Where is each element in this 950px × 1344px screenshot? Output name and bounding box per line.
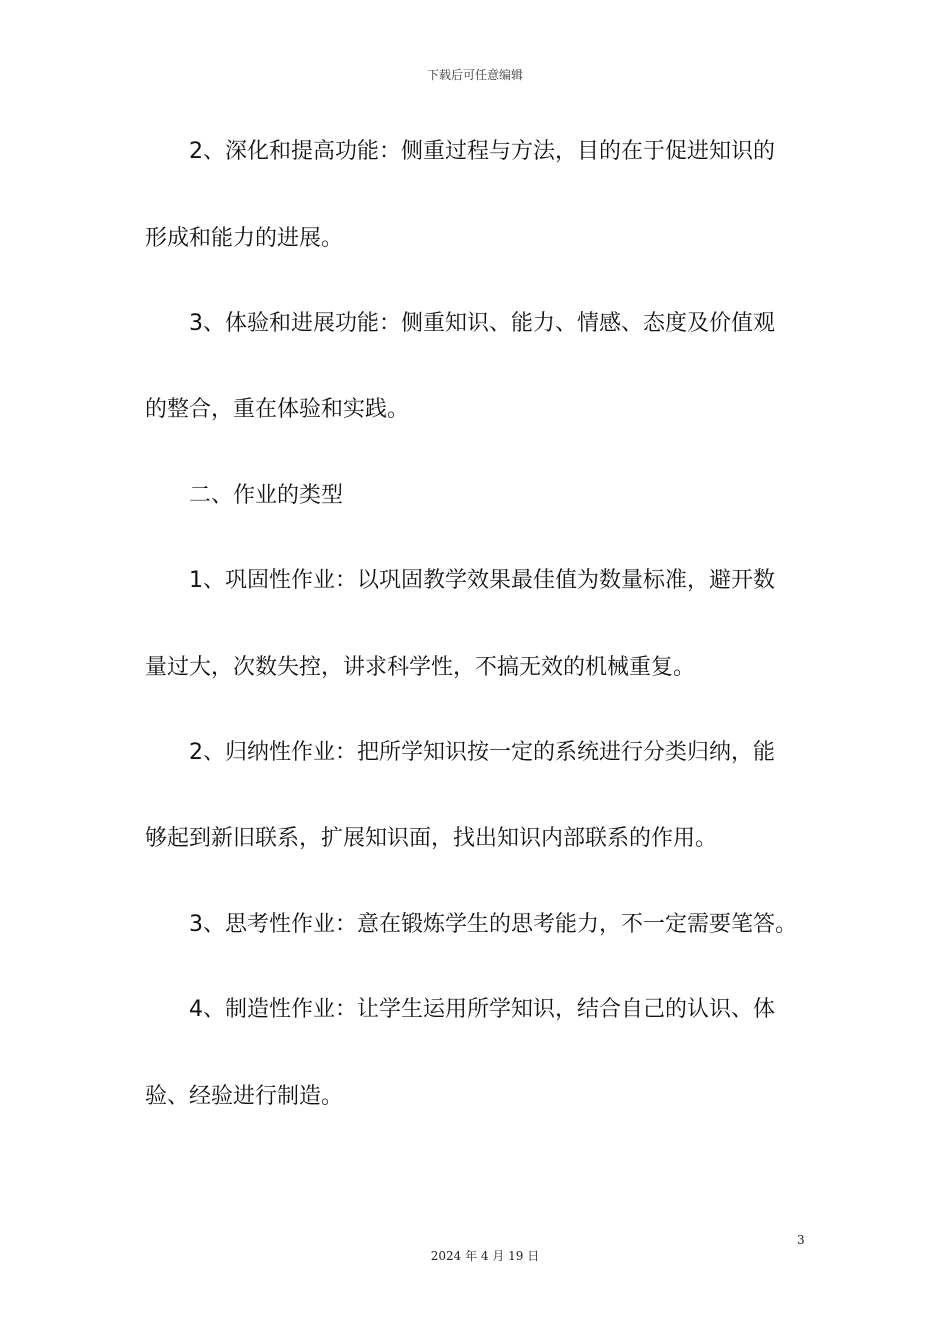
footer-date: 2024 年 4 月 19 日: [430, 1249, 540, 1263]
paragraph-line: 够起到新旧联系，扩展知识面，找出知识内部联系的作用。: [145, 826, 718, 851]
paragraph-line: 3、思考性作业：意在锻炼学生的思考能力，不一定需要笔答。: [189, 912, 797, 937]
paragraph-line: 形成和能力的进展。: [145, 226, 344, 251]
paragraph-line: 1、巩固性作业：以巩固教学效果最佳值为数量标准，避开数: [189, 568, 775, 593]
paragraph-line: 3、体验和进展功能：侧重知识、能力、情感、态度及价值观: [189, 311, 775, 336]
paragraph-line: 的整合，重在体验和实践。: [145, 397, 410, 422]
paragraph-line: 2、归纳性作业：把所学知识按一定的系统进行分类归纳，能: [189, 740, 775, 765]
paragraph-line: 量过大，次数失控，讲求科学性，不搞无效的机械重复。: [145, 655, 696, 680]
paragraph-line: 4、制造性作业：让学生运用所学知识，结合自己的认识、体: [189, 997, 775, 1022]
page-number: 3: [797, 1233, 805, 1247]
paragraph-line: 2、深化和提高功能：侧重过程与方法，目的在于促进知识的: [189, 139, 775, 164]
section-heading: 二、作业的类型: [189, 483, 344, 508]
paragraph-line: 验、经验进行制造。: [145, 1084, 344, 1109]
page-header: 下载后可任意编辑: [426, 68, 523, 82]
